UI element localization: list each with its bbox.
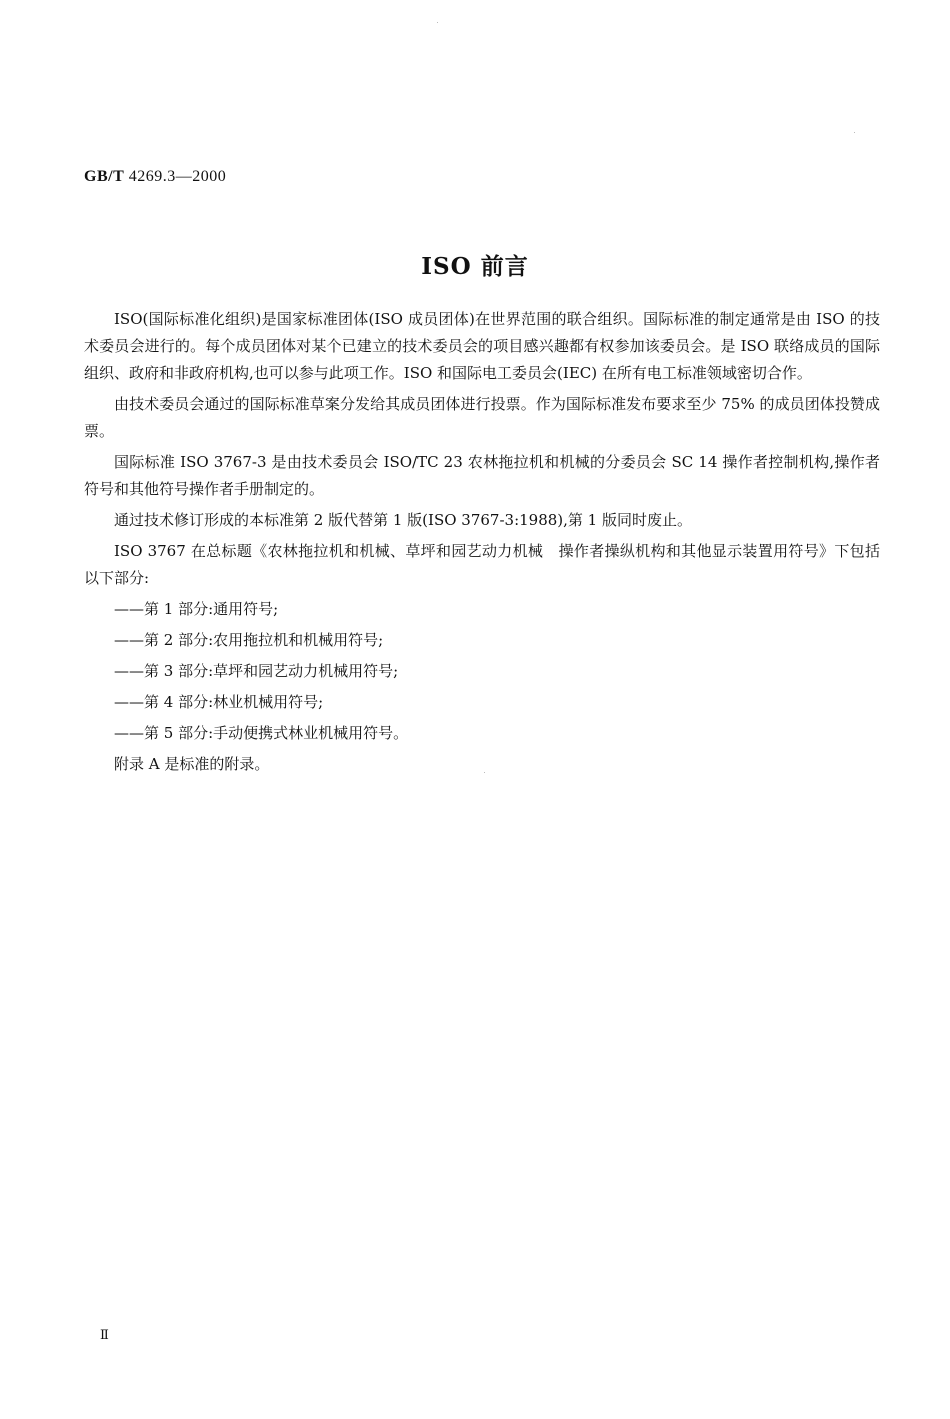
scan-speck [854, 132, 855, 133]
part-list-item: ——第 3 部分:草坪和园艺动力机械用符号; [114, 662, 399, 680]
part-list-item: ——第 1 部分:通用符号; [114, 600, 279, 618]
paragraph: 通过技术修订形成的本标准第 2 版代替第 1 版(ISO 3767-3:1988),第 1 版同时废止。 [114, 511, 692, 529]
paragraph: 国际标准 ISO 3767-3 是由技术委员会 ISO/TC 23 农林拖拉机和机械的分委员会 SC 14 操作者控制机构,操作者符号和其他符号操作者手册制定的。 [84, 453, 880, 498]
paragraph: ISO(国际标准化组织)是国家标准团体(ISO 成员团体)在世界范围的联合组织。国际标准的制定通常是由 ISO 的技术委员会进行的。每个成员团体对某个已建立的技术委员会的项目感兴趣都有权参加该委员会。是 ISO 联络成员的国际组织、政府和非政府机构,也可以参与此项工作。ISO 和国际电工委员会(IEC) 在所有电工标准领域密切合作。 [84, 310, 880, 382]
page-title: ISO 前言 [421, 253, 529, 280]
scan-speck [437, 22, 438, 23]
part-list-item: ——第 2 部分:农用拖拉机和机械用符号; [114, 631, 384, 649]
part-list-item: ——第 5 部分:手动便携式林业机械用符号。 [114, 724, 409, 742]
paragraph: ISO 3767 在总标题《农林拖拉机和机械、草坪和园艺动力机械 操作者操纵机构和其他显示装置用符号》下包括以下部分: [84, 542, 880, 587]
paragraph: 由技术委员会通过的国际标准草案分发给其成员团体进行投票。作为国际标准发布要求至少 75% 的成员团体投赞成票。 [84, 395, 880, 440]
part-list-item: ——第 4 部分:林业机械用符号; [114, 693, 324, 711]
foreword-body [84, 306, 880, 782]
document-code [84, 168, 226, 186]
scan-speck [484, 772, 485, 773]
code-prefix: GB/T [84, 168, 125, 185]
annex-note: 附录 A 是标准的附录。 [114, 755, 270, 773]
code-number: 4269.3—2000 [128, 168, 227, 185]
page-number: Ⅱ [100, 1328, 109, 1343]
